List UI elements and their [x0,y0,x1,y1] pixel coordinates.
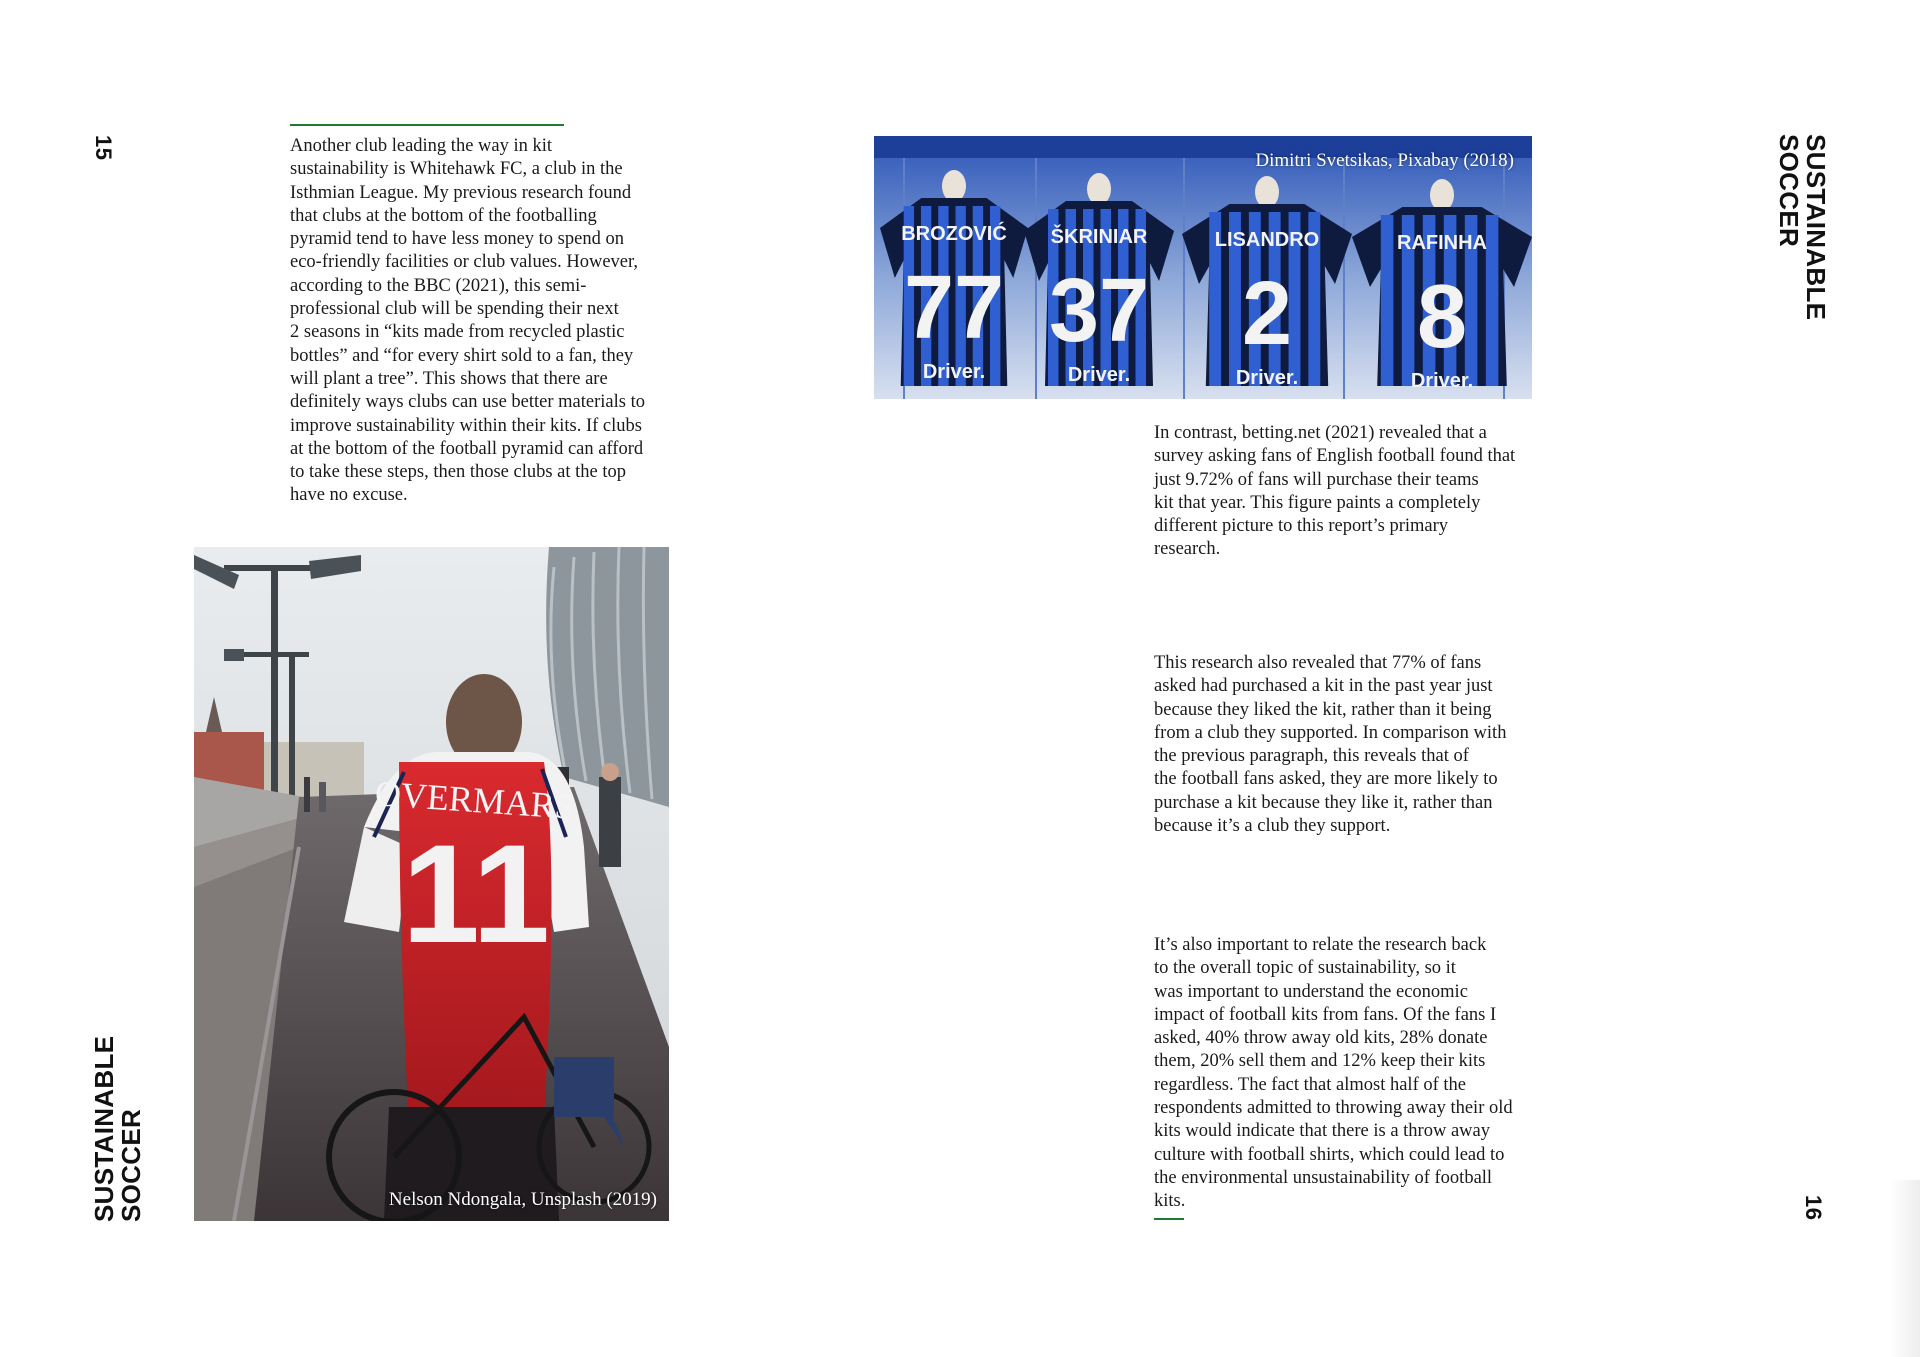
inter-shirt-sponsor: Driver. [1235,367,1299,389]
paragraph-line: bottles” and “for every shirt sold to a fan, they [290,345,634,366]
paragraph-line: It’s also important to relate the research back [1154,935,1487,955]
inter-shirt-sponsor: Driver. [1410,370,1474,392]
paragraph-line: eco-friendly facilities or club values. However, [290,252,639,273]
paragraph-line: kit that year. This figure paints a completely [1154,492,1481,513]
paragraph-line: have no excuse. [290,485,408,506]
inter-shirt-sponsor: Driver. [1067,364,1131,386]
inter-shirt-name: LISANDRO [1214,229,1320,251]
paragraph-line: from a club they supported. In comparison with [1154,722,1507,743]
paragraph-line: professional club will be spending their next [290,299,619,320]
right-paragraph-2 [1154,652,1534,838]
right-paragraph-3 [1154,934,1539,1214]
paragraph-line: them, 20% sell them and 12% keep their kits [1154,1051,1486,1072]
inter-shirt-name: ŠKRINIAR [1050,226,1148,248]
paragraph-line: at the bottom of the football pyramid can afford [290,438,644,459]
paragraph-line: Another club leading the way in kit [290,136,553,156]
left-paragraph [290,135,682,508]
paragraph-line: impact of football kits from fans. Of the fans I [1154,1004,1497,1025]
paragraph-line: kits would indicate that there is a throw away [1154,1121,1490,1142]
paragraph-line: survey asking fans of English football found that [1154,446,1516,467]
photo-credit-left: Nelson Ndongala, Unsplash (2019) [388,1189,657,1210]
paragraph-line: definitely ways clubs can use better materials to [290,392,645,413]
right-paragraph-1 [1154,422,1534,562]
paragraph-line: to the overall topic of sustainability, so it [1154,958,1456,979]
section-title-right [1775,134,1829,320]
photo-overmars-fan [194,547,669,1221]
paragraph-line: because they liked the kit, rather than it being [1154,699,1492,720]
paragraph-line: pyramid tend to have less money to spend on [290,229,624,250]
overmars-shirt-name: OVERMARS [373,773,577,827]
page-number-right [1800,1195,1826,1220]
photo-credit-right: Dimitri Svetsikas, Pixabay (2018) [1255,150,1514,171]
page-edge-shadow [1890,1180,1920,1357]
inter-shirt-number: 8 [1416,267,1468,367]
paragraph-line: asked had purchased a kit in the past year just [1154,676,1493,697]
paragraph-line: This research also revealed that 77% of fans [1154,653,1482,673]
paragraph-line: kits. [1154,1191,1186,1212]
accent-rule-left [290,124,564,126]
paragraph-line: culture with football shirts, which could lead to [1154,1144,1505,1165]
paragraph-line: research. [1154,539,1221,560]
page-number-left [90,135,116,160]
section-title-left-line2: SOCCER [116,1108,146,1222]
paragraph-line: asked, 40% throw away old kits, 28% donate [1154,1028,1488,1049]
page-number-right-text: 16 [1801,1195,1826,1221]
paragraph-line: 2 seasons in “kits made from recycled plastic [290,322,625,343]
section-title-left [91,1036,145,1222]
paragraph-line: the environmental unsustainability of football [1154,1167,1493,1188]
photo-inter-shirts [874,136,1532,399]
section-title-right-line1: SUSTAINABLE [1801,134,1831,321]
paragraph-line: to take these steps, then those clubs at the top [290,462,627,483]
overmars-photo-image [194,547,669,1221]
overmars-shirt-number: 11 [402,815,550,972]
section-title-right-line2: SOCCER [1774,134,1804,248]
inter-shirt-number: 77 [903,258,1005,358]
inter-shirt-number: 2 [1241,264,1293,364]
paragraph-line: Isthmian League. My previous research found [290,182,632,203]
page-number-left-text: 15 [91,135,116,161]
paragraph-line: just 9.72% of fans will purchase their teams [1154,469,1479,490]
paragraph-line: In contrast, betting.net (2021) revealed that a [1154,423,1487,443]
inter-shirt-name: BROZOVIĆ [901,223,1007,245]
paragraph-line: because it’s a club they support. [1154,816,1391,837]
paragraph-line: that clubs at the bottom of the footballing [290,205,597,226]
inter-shirts-photo-image [874,136,1532,399]
inter-shirt-number: 37 [1048,261,1150,361]
inter-shirt-name: RAFINHA [1397,232,1487,254]
paragraph-line: respondents admitted to throwing away their old [1154,1098,1513,1119]
paragraph-line: sustainability is Whitehawk FC, a club in the [290,159,623,180]
paragraph-line: was important to understand the economic [1154,981,1468,1002]
paragraph-line: according to the BBC (2021), this semi- [290,275,587,296]
paragraph-line: purchase a kit because they like it, rather than [1154,792,1493,813]
paragraph-line: will plant a tree”. This shows that there are [290,368,608,389]
paragraph-line: improve sustainability within their kits. If clubs [290,415,642,436]
section-title-left-line1: SUSTAINABLE [89,1035,119,1222]
paragraph-line: the football fans asked, they are more likely to [1154,769,1498,790]
inter-shirt-sponsor: Driver. [922,361,986,383]
paragraph-line: the previous paragraph, this reveals that of [1154,746,1469,767]
paragraph-line: regardless. The fact that almost half of the [1154,1074,1466,1095]
accent-rule-right [1154,1218,1184,1220]
paragraph-line: different picture to this report’s primary [1154,516,1449,537]
